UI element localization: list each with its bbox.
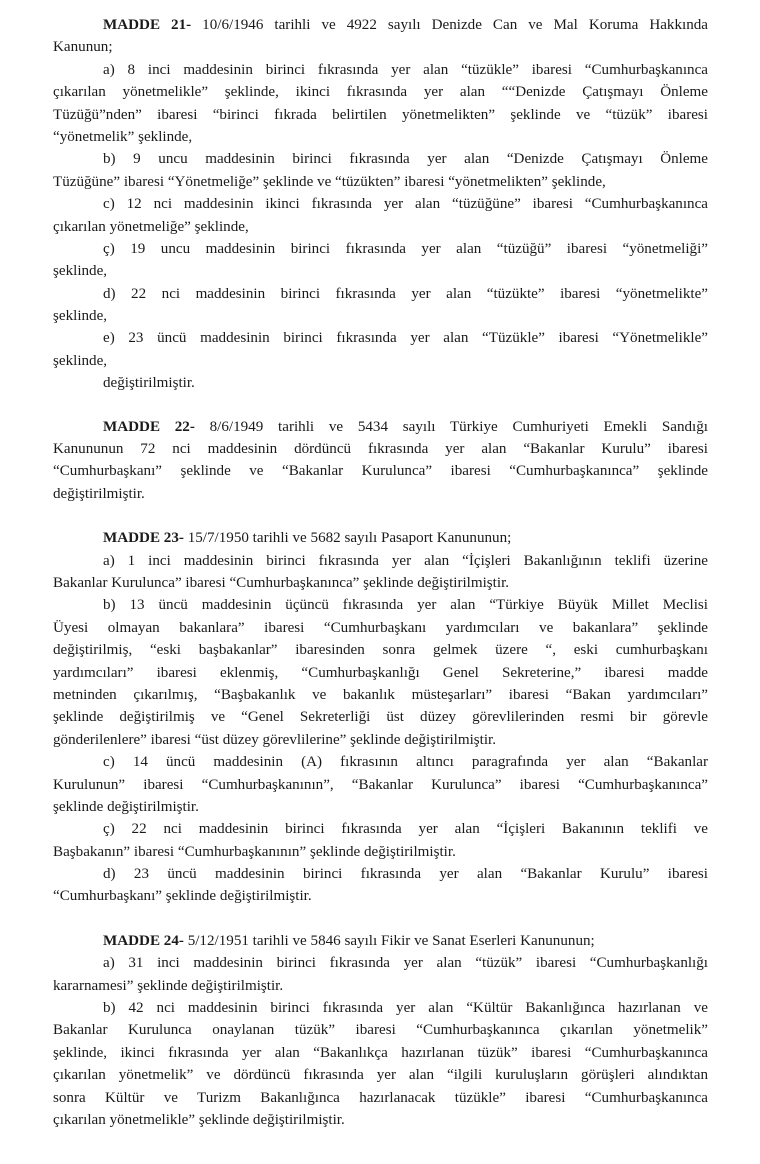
text-line: ç) 19 uncu maddesinin birinci fıkrasında yer alan “tüzüğü” ibaresi “yönetmeliği” (103, 240, 708, 257)
text-line: “Cumhurbaşkanı” şeklinde ve “Bakanlar Kurulunca” ibaresi “Cumhurbaşkanınca” şeklinde (53, 463, 708, 480)
article-21 (53, 14, 708, 395)
text-line: Tüzüğüne” ibaresi “Yönetmeliğe” şeklinde ve “tüzükten” ibaresi “yönetmelikten” şeklinde, (53, 173, 606, 190)
text-line: Bakanlar Kurulunca onaylanan tüzük” ibaresi “Cumhurbaşkanınca çıkarılan yönetmelik” (53, 1022, 708, 1039)
text-line: a) 8 inci maddesinin birinci fıkrasında yer alan “tüzükle” ibaresi “Cumhurbaşkanınca (103, 61, 708, 78)
article-23 (53, 527, 708, 908)
text-line: c) 12 nci maddesinin ikinci fıkrasında yer alan “tüzüğüne” ibaresi “Cumhurbaşkanınca (103, 196, 708, 213)
text-line: a) 1 inci maddesinin birinci fıkrasında yer alan “İçişleri Bakanlığının teklifi üzerine (103, 552, 708, 569)
article-24 (53, 930, 708, 1132)
text-line: Kanunun; (53, 39, 113, 56)
article-heading: MADDE 22- (103, 418, 195, 435)
text-line: şeklinde, (53, 308, 108, 325)
text-line: Kanununun 72 nci maddesinin dördüncü fıkrasında yer alan “Bakanlar Kurulu” ibaresi (53, 441, 708, 458)
text-line: Başbakanın” ibaresi “Cumhurbaşkanının” şeklinde değiştirilmiştir. (53, 843, 456, 860)
text-line: b) 9 uncu maddesinin birinci fıkrasında yer alan “Denizde Çatışmayı Önleme (103, 151, 708, 168)
text-line: ç) 22 nci maddesinin birinci fıkrasında yer alan “İçişleri Bakanının teklifi ve (103, 821, 708, 838)
article-heading: MADDE 24- (103, 932, 184, 949)
text-line: şeklinde değiştirilmiş ve “Genel Sekreterliği üst düzey görevlilerinden resmi bir görevle (53, 709, 708, 726)
text-line: şeklinde, (53, 263, 108, 280)
article-heading: MADDE 21- (103, 17, 192, 33)
text-line: c) 14 üncü maddesinin (A) fıkrasının altıncı paragrafında yer alan “Bakanlar (103, 754, 708, 771)
text-line: MADDE 24- 5/12/1951 tarihli ve 5846 sayılı Fikir ve Sanat Eserleri Kanununun; (103, 932, 595, 949)
text-line: çıkarılan yönetmelik” ve dördüncü fıkrasında yer alan “ilgili kuruluşların görüşleri alındıktan (53, 1067, 708, 1084)
text-line: çıkarılan yönetmeliğe” şeklinde, (53, 218, 249, 235)
text-line: Kurulunun” ibaresi “Cumhurbaşkanının”, “Bakanlar Kurulunca” ibaresi “Cumhurbaşkanınca” (53, 776, 708, 793)
text-line: “yönetmelik” şeklinde, (53, 128, 193, 145)
text-line: değiştirilmiştir. (53, 485, 145, 502)
paragraph-gap (53, 908, 708, 930)
text-line: MADDE 23- 15/7/1950 tarihli ve 5682 sayılı Pasaport Kanununun; (103, 530, 512, 547)
article-22 (53, 416, 708, 506)
text-line: şeklinde değiştirilmiştir. (53, 798, 199, 815)
text-line: değiştirilmiştir. (103, 375, 195, 392)
text-line: değiştirilmiş, “eski başbakanlar” ibaresinden sonra gelmek üzere “, eski cumhurbaşkanı (53, 642, 708, 659)
text-line: gönderilenlere” ibaresi “üst düzey görevlilerine” şeklinde değiştirilmiştir. (53, 731, 497, 748)
text-line: e) 23 üncü maddesinin birinci fıkrasında yer alan “Tüzükle” ibaresi “Yönetmelikle” (103, 330, 708, 347)
text-line: Bakanlar Kurulunca” ibaresi “Cumhurbaşkanınca” şeklinde değiştirilmiştir. (53, 574, 510, 591)
text-line: sonra Kültür ve Turizm Bakanlığınca hazırlanacak tüzükle” ibaresi “Cumhurbaşkanınca (53, 1089, 708, 1106)
text-line: “Cumhurbaşkanı” şeklinde değiştirilmiştir. (53, 888, 312, 905)
text-line: Üyesi olmayan bakanlara” ibaresi “Cumhurbaşkanı yardımcıları ve bakanlara” şeklinde (53, 619, 708, 636)
text-line: b) 42 nci maddesinin birinci fıkrasında yer alan “Kültür Bakanlığınca hazırlanan ve (103, 1000, 708, 1017)
text-line: çıkarılan yönetmelikle” şeklinde, ikinci fıkrasında yer alan ““Denizde Çatışmayı Önleme (53, 84, 708, 101)
article-heading: MADDE 23- (103, 530, 184, 547)
text-line: a) 31 inci maddesinin birinci fıkrasında yer alan “tüzük” ibaresi “Cumhurbaşkanlığı (103, 955, 708, 972)
text-line: metninden çıkarılmış, “Başbakanlık ve bakanlık müsteşarları” ibaresi “Bakan yardımcıları” (53, 686, 708, 703)
text-line: şeklinde, ikinci fıkrasında yer alan “Bakanlıkça hazırlanan tüzük” ibaresi “Cumhurbaşkanınca (53, 1044, 708, 1061)
text-line: Tüzüğü”nden” ibaresi “birinci fıkrada belirtilen yönetmelikten” şeklinde ve “tüzük” ibaresi (53, 106, 708, 123)
text-line: d) 23 üncü maddesinin birinci fıkrasında yer alan “Bakanlar Kurulu” ibaresi (103, 866, 708, 883)
paragraph-gap (53, 505, 708, 527)
text-line: şeklinde, (53, 352, 108, 369)
text-line: kararnamesi” şeklinde değiştirilmiştir. (53, 977, 284, 994)
text-line: yardımcıları” ibaresi eklenmiş, “Cumhurbaşkanlığı Genel Sekreterine,” ibaresi madde (53, 664, 708, 681)
text-line: MADDE 21- 10/6/1946 tarihli ve 4922 sayılı Denizde Can ve Mal Koruma Hakkında (103, 17, 708, 33)
text-line: b) 13 üncü maddesinin üçüncü fıkrasında yer alan “Türkiye Büyük Millet Meclisi (103, 597, 708, 614)
paragraph-gap (53, 395, 708, 416)
text-line: çıkarılan yönetmelikle” şeklinde değiştirilmiştir. (53, 1111, 345, 1128)
text-line: d) 22 nci maddesinin birinci fıkrasında yer alan “tüzükte” ibaresi “yönetmelikte” (103, 285, 708, 302)
text-line: MADDE 22- 8/6/1949 tarihli ve 5434 sayılı Türkiye Cumhuriyeti Emekli Sandığı (103, 418, 708, 435)
